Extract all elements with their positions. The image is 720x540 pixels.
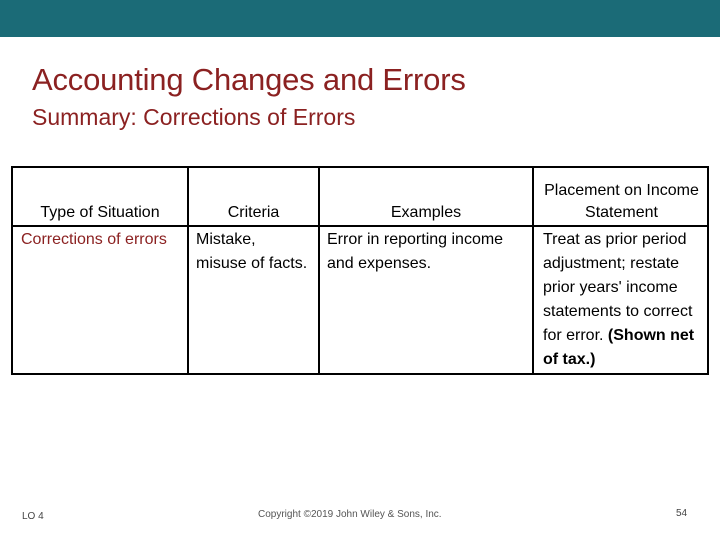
placement-note: (Shown net of tax.) (543, 327, 695, 368)
header-label: Type of Situation (40, 204, 160, 221)
cell-examples: Error in reporting income and expenses. (327, 231, 504, 272)
header-examples (320, 168, 532, 225)
slide-title: Accounting Changes and Errors (32, 62, 466, 97)
header-label: Criteria (227, 204, 280, 221)
copyright: Copyright ©2019 John Wiley & Sons, Inc. (258, 509, 442, 520)
header-criteria (189, 168, 318, 225)
header-label: Examples (390, 204, 462, 221)
header-label: Placement on Income Statement (544, 182, 699, 221)
header-placement (534, 168, 709, 225)
slide-subtitle: Summary: Corrections of Errors (32, 104, 356, 130)
page-number: 54 (676, 508, 688, 519)
placement-text: Treat as prior period adjustment; restate prior years' income statements to correct for error. (543, 231, 693, 344)
header-bar (0, 0, 720, 37)
summary-table (11, 166, 709, 375)
cell-placement (543, 227, 707, 372)
cell-criteria: Mistake, misuse of facts. (196, 231, 308, 272)
learning-objective: LO 4 (22, 511, 44, 522)
header-type-of-situation (13, 168, 187, 225)
cell-type: Corrections of errors (21, 231, 167, 248)
